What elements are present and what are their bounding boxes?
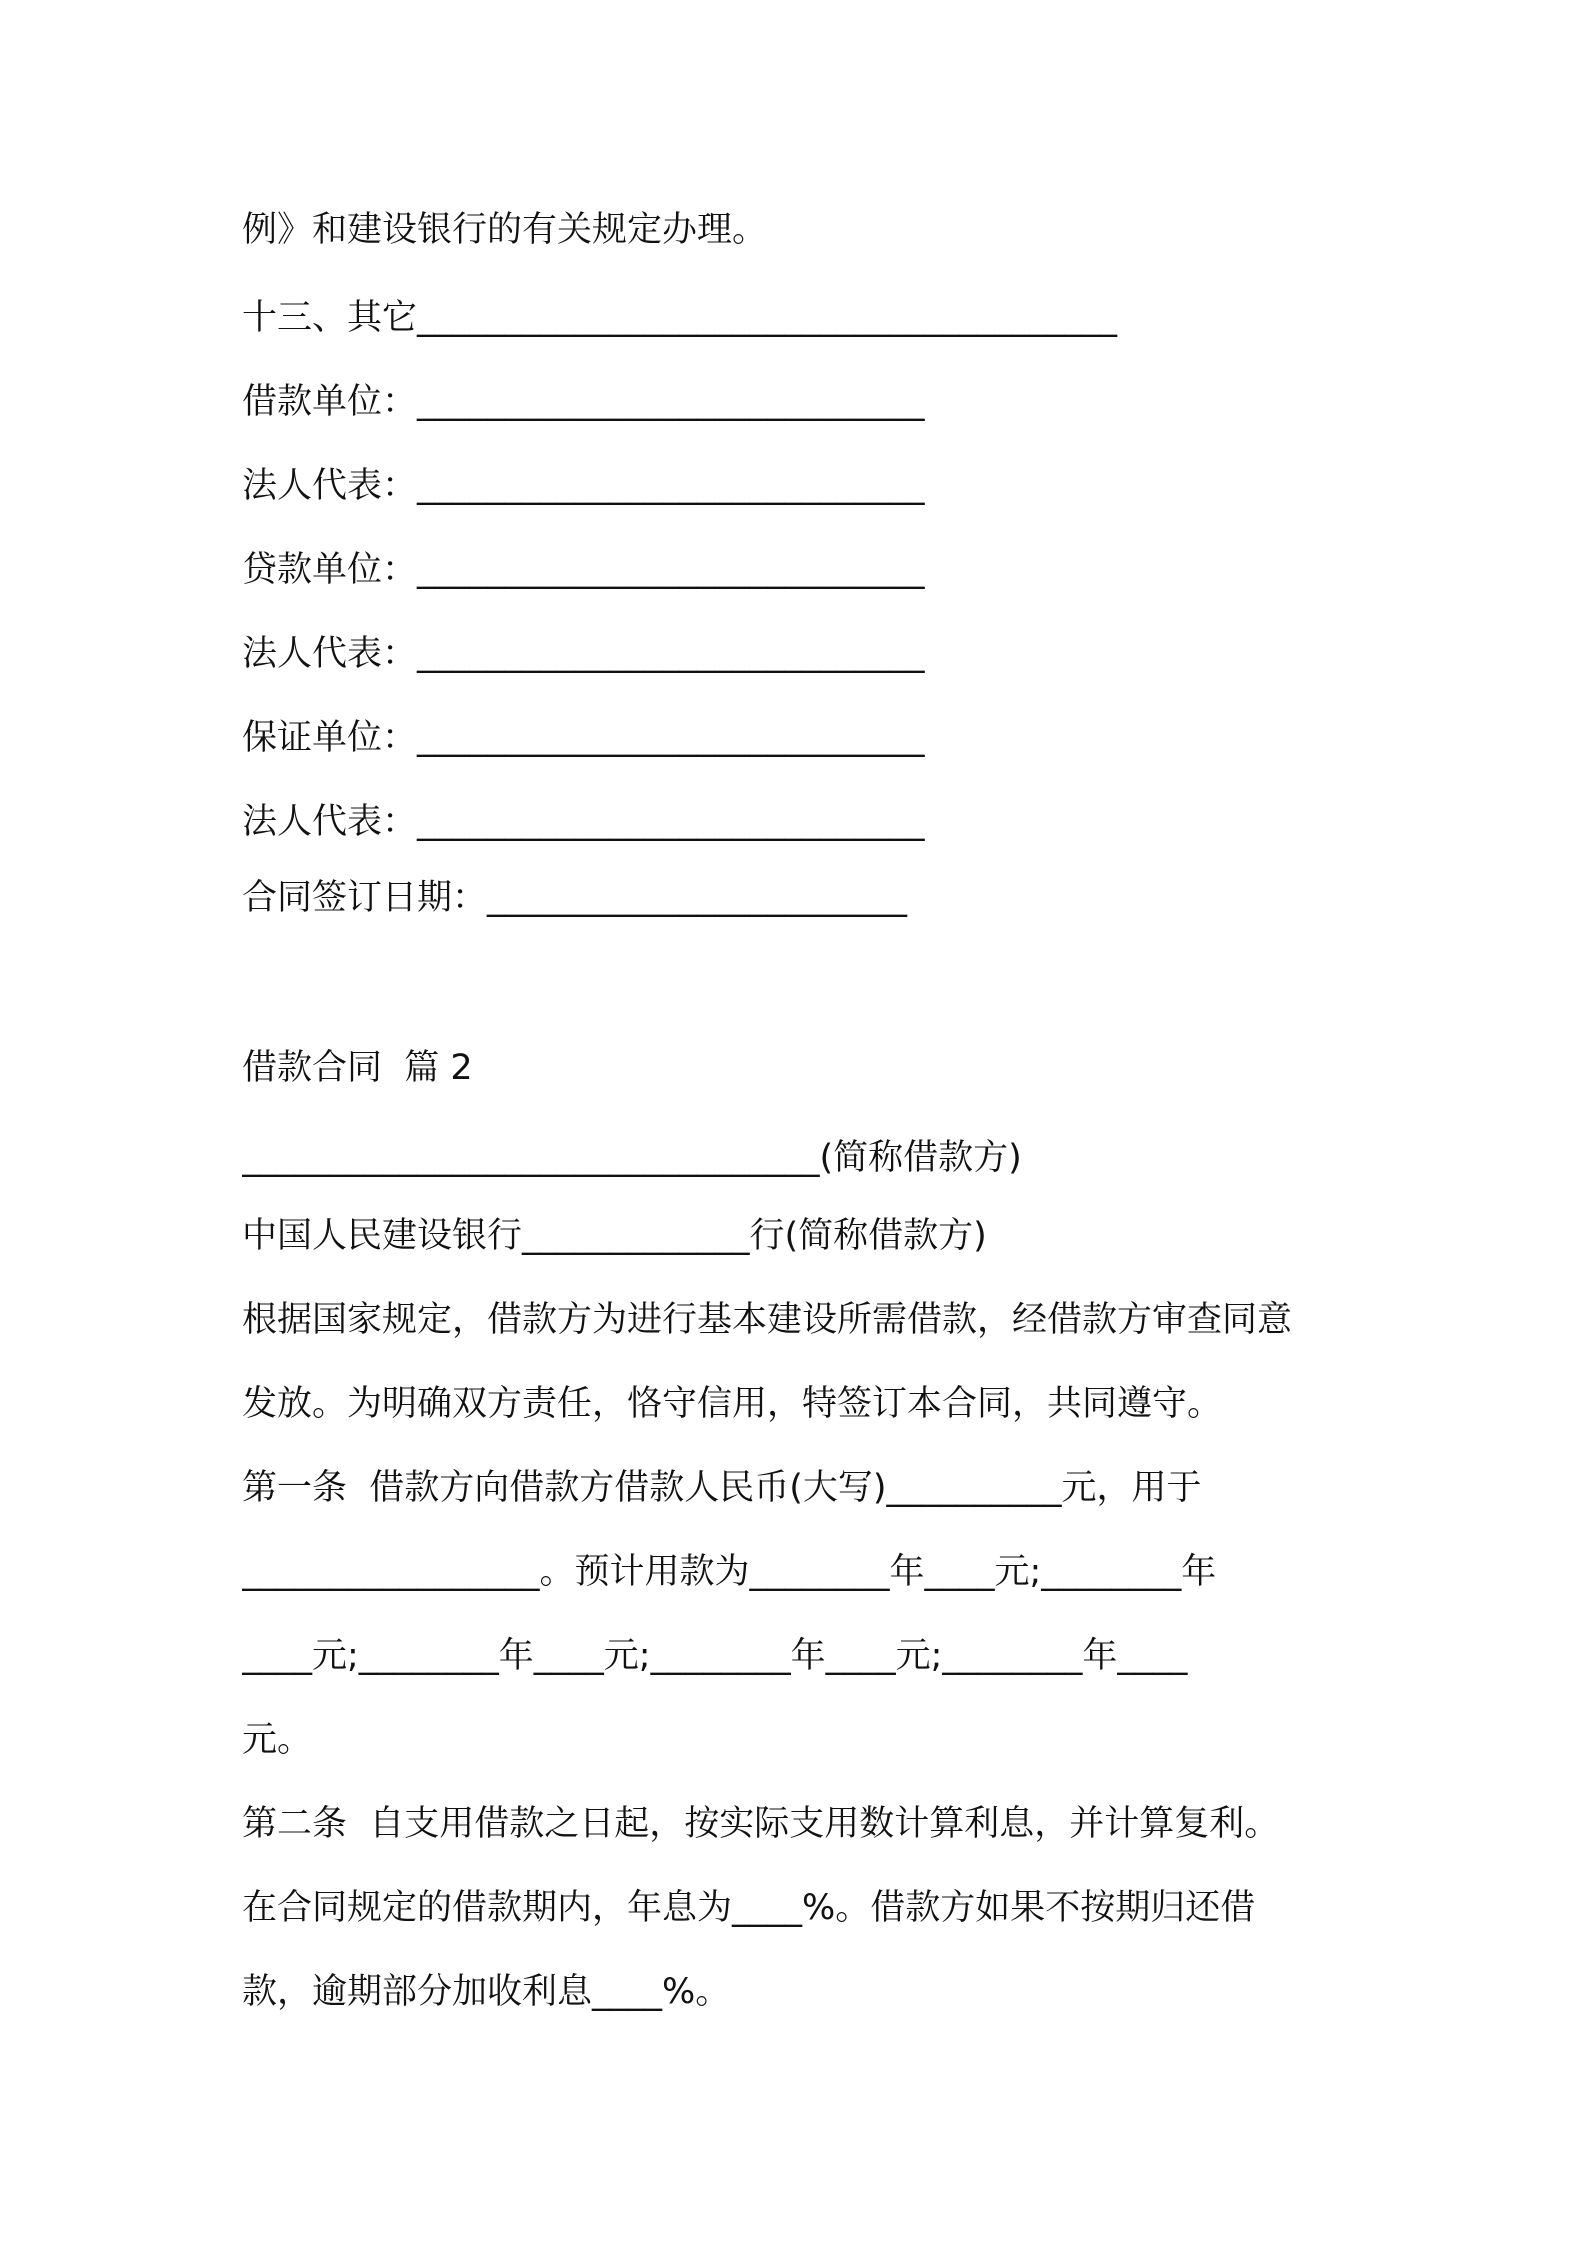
article-1-line: 第一条 借款方向借款方借款人民币(大写)__________元，用于 [242,1468,1202,1508]
signature-label: 法人代表： [242,466,418,506]
article-2-line: 款，逾期部分加收利息____%。 [242,1972,731,2012]
party-line-2: 中国人民建设银行_____________行(简称借款方) [242,1216,987,1256]
article-1-line: 元。 [242,1720,313,1760]
contract-title-2: 借款合同 篇 2 [242,1048,473,1088]
preamble-line: 发放。为明确双方责任，恪守信用，特签订本合同，共同遵守。 [242,1384,1223,1424]
signature-line-borrower [242,380,1362,424]
preamble-line: 根据国家规定，借款方为进行基本建设所需借款，经借款方审查同意 [242,1300,1293,1340]
article-2-line: 在合同规定的借款期内，年息为____%。借款方如果不按期归还借 [242,1888,1256,1928]
signature-blank: _____________________________ [417,634,925,674]
signature-label: 保证单位： [242,718,418,758]
signature-label: 法人代表： [242,802,418,842]
article-2-line: 第二条 自支用借款之日起，按实际支用数计算利息，并计算复利。 [242,1804,1280,1844]
signature-blank: _____________________________ [417,382,925,422]
article-1-line: ____元;________年____元;________年____元;________年____ [242,1636,1188,1676]
article-1-line: _________________。预计用款为________年____元;________年 [242,1552,1217,1592]
party-line-1: _________________________________(简称借款方) [242,1138,1022,1178]
signature-label: 借款单位： [242,382,418,422]
signature-blank: _____________________________ [417,466,925,506]
signature-blank: _____________________________ [417,802,925,842]
signature-line-guarantor [242,716,1362,760]
signature-line-borrower-rep [242,464,1362,508]
signature-blank: _____________________________ [417,718,925,758]
signature-blank: _____________________________ [417,550,925,590]
signature-label: 贷款单位： [242,550,418,590]
signature-line-lender [242,548,1362,592]
signature-label: 法人代表： [242,634,418,674]
continuation-text: 例》和建设银行的有关规定办理。 [242,210,768,250]
sign-date-line: 合同签订日期：________________________ [242,878,908,918]
signature-line-guarantor-rep [242,800,1362,844]
section-13-other: 十三、其它________________________________________ [242,298,1118,338]
signature-line-lender-rep [242,632,1362,676]
